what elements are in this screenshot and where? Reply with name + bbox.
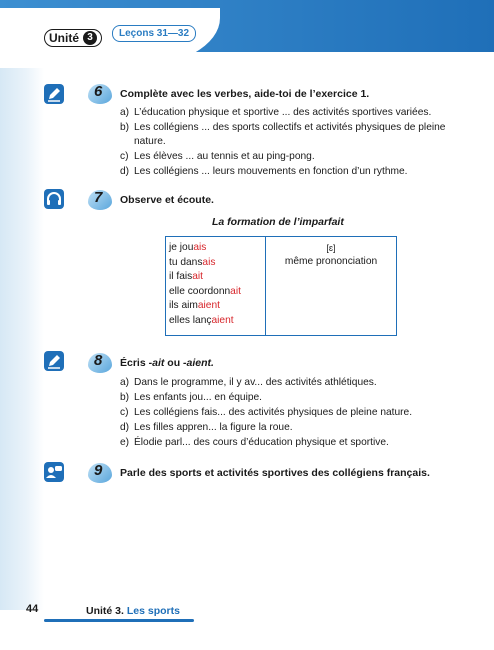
verb-row: je jouais [169, 242, 207, 253]
pronunciation-column [266, 237, 396, 335]
verb-row: il faisait [169, 271, 203, 283]
exercise-6-item-a: a) L’éducation physique et sportive ... des activités sportives variées. [120, 107, 432, 118]
exercise-8-title: Écris -ait ou -aient. [120, 357, 214, 369]
unit-label: Unité [49, 31, 79, 45]
exercise-8-item-e: e) Élodie parl... des cours d’éducation physique et sportive. [120, 437, 389, 448]
exercise-8-item-b: b) Les enfants jou... en équipe. [120, 392, 263, 403]
phoneme: [ɛ] [326, 243, 336, 253]
verb-column [166, 237, 266, 335]
lessons-badge: Leçons 31—32 [112, 25, 196, 42]
unit-number: 3 [83, 31, 97, 45]
exercise-8-item-c: c) Les collégiens fais... des activités physiques de pleine nature. [120, 407, 413, 418]
exercise-9-title: Parle des sports et activités sportives des collégiens français. [120, 467, 430, 479]
pencil-icon [44, 351, 64, 371]
exercise-7-number: 7 [94, 189, 103, 206]
exercise-6-item-c: c) Les élèves ... au tennis et au ping-pong. [120, 151, 315, 162]
speech-bubbles-icon [44, 462, 64, 482]
unit-badge [44, 29, 102, 47]
headphones-icon [44, 189, 64, 209]
pronunciation-note: même prononciation [284, 256, 378, 267]
page-number: 44 [26, 603, 39, 615]
footer-unit: Unité 3. Les sports [86, 605, 180, 617]
imparfait-subtitle: La formation de l’imparfait [212, 216, 344, 228]
verb-row: elles lançaient [169, 314, 234, 326]
pencil-icon [44, 84, 64, 104]
verb-row: tu dansais [169, 256, 216, 268]
left-margin-strip [0, 50, 44, 610]
footer-underline [44, 619, 194, 622]
exercise-9-number: 9 [94, 462, 103, 479]
exercise-6-item-d: d) Les collégiens ... leurs mouvements en fonction d’un rythme. [120, 166, 408, 177]
exercise-8-number: 8 [94, 352, 103, 369]
imparfait-table [165, 236, 397, 336]
exercise-7-title: Observe et écoute. [120, 194, 214, 206]
exercise-8-item-d: d) Les filles appren... la figure la roue. [120, 422, 293, 433]
exercise-6-item-b: b) Les collégiens ... des sports collectifs et activités physiques de pleine [120, 122, 446, 133]
exercise-8-item-a: a) Dans le programme, il y av... des activités athlétiques. [120, 377, 377, 388]
verb-row: ils aimaient [169, 300, 220, 312]
verb-row: elle coordonnait [169, 285, 241, 297]
exercise-6-number: 6 [94, 83, 103, 100]
exercise-6-title: Complète avec les verbes, aide-toi de l’exercice 1. [120, 88, 370, 100]
exercise-6-item-b-cont: nature. [134, 136, 166, 147]
header-banner [0, 0, 494, 56]
